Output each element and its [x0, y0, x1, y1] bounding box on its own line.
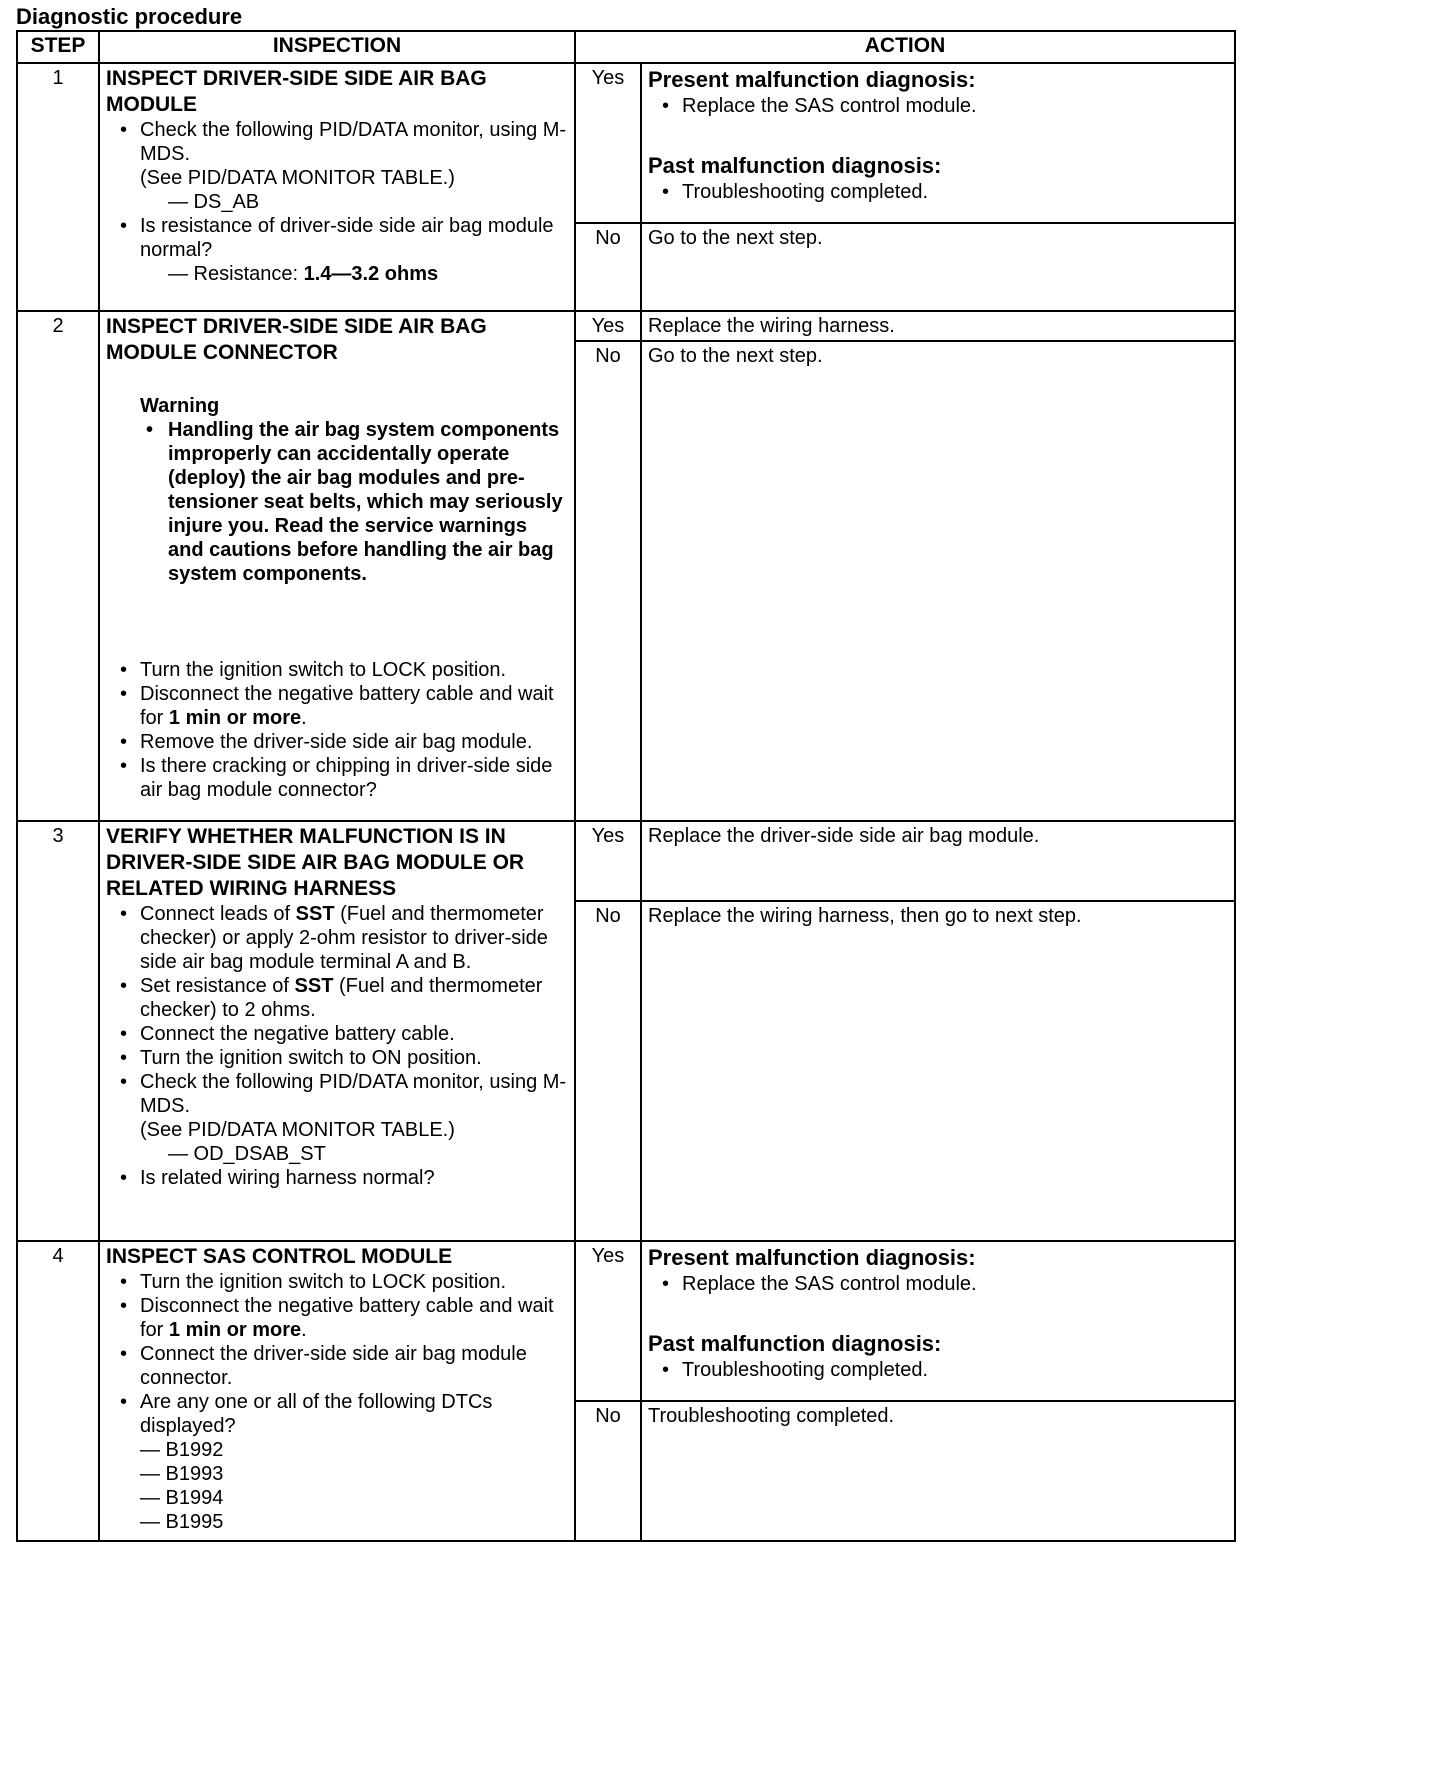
past-diagnosis-list	[648, 1358, 1228, 1382]
step-4-no-action: Troubleshooting completed.	[641, 1401, 1235, 1541]
warning-text: • Handling the air bag system components improperly can accidentally operate (deploy) the air bag modules and pre-tensioner seat belts, which may seriously injure you. Read the service warnings and cautions before handling the air bag system components.	[168, 418, 568, 586]
list-item-sub: (See PID/DATA MONITOR TABLE.)	[140, 167, 455, 189]
resistance-value: 1.4—3.2 ohms	[303, 263, 439, 285]
yes-label: Yes	[575, 311, 641, 341]
yes-label: Yes	[575, 821, 641, 901]
yes-label: Yes	[575, 1241, 641, 1401]
list-item: • Connect the driver-side side air bag module connector.	[140, 1342, 568, 1390]
step-number: 4	[17, 1241, 99, 1541]
step-4-row-yes	[17, 1241, 1235, 1401]
sst-label: SST	[294, 975, 334, 997]
step-3-no-action: Replace the wiring harness, then go to next step.	[641, 901, 1235, 1241]
list-item: • Turn the ignition switch to LOCK position.	[140, 658, 568, 682]
step-1-inspection	[99, 63, 575, 311]
list-item-sub	[140, 262, 568, 286]
list-item	[140, 902, 568, 974]
list-item-text: Disconnect the negative battery cable and wait for	[140, 1295, 554, 1341]
list-item: • Remove the driver-side side air bag module.	[140, 730, 568, 754]
spacer	[106, 586, 568, 658]
dtc-code: — B1994	[140, 1487, 224, 1509]
list-item	[140, 682, 568, 730]
list-item-text: .	[301, 1319, 307, 1341]
present-diagnosis-list	[648, 1272, 1228, 1296]
past-diagnosis-heading: Past malfunction diagnosis:	[648, 153, 942, 178]
warning-list	[106, 418, 568, 586]
list-item	[140, 974, 568, 1022]
step-4-inspection	[99, 1241, 575, 1541]
list-item-text: Disconnect the negative battery cable and wait for	[140, 683, 554, 729]
step-4-yes-action	[641, 1241, 1235, 1401]
list-item-text: Check the following PID/DATA monitor, using M-MDS.	[140, 119, 567, 165]
wait-time: 1 min or more	[168, 1319, 302, 1341]
warning-title: Warning	[140, 395, 220, 417]
list-item: • Is related wiring harness normal?	[140, 1166, 568, 1190]
header-inspection: INSPECTION	[99, 31, 575, 63]
step-2-inspection	[99, 311, 575, 821]
no-label: No	[575, 1401, 641, 1541]
no-label: No	[575, 341, 641, 821]
step-2-yes-action: Replace the wiring harness.	[641, 311, 1235, 341]
list-item-sub: (See PID/DATA MONITOR TABLE.)	[140, 1119, 455, 1141]
resistance-label: — Resistance:	[168, 263, 304, 285]
dtc-code: — B1992	[140, 1439, 224, 1461]
list-item-text: Is resistance of driver-side side air bag module normal?	[140, 215, 554, 261]
list-item	[140, 1294, 568, 1342]
inspection-list	[106, 902, 568, 1190]
list-item-text: Set resistance of	[140, 975, 295, 997]
present-diagnosis-list	[648, 94, 1228, 118]
present-diagnosis-heading: Present malfunction diagnosis:	[648, 1245, 976, 1270]
list-item	[140, 118, 568, 214]
step-heading: INSPECT DRIVER-SIDE SIDE AIR BAG MODULE	[106, 67, 487, 116]
present-diagnosis-heading: Present malfunction diagnosis:	[648, 67, 976, 92]
list-item-sub: — OD_DSAB_ST	[168, 1143, 326, 1165]
list-item: • Connect the negative battery cable.	[140, 1022, 568, 1046]
diagnostic-table	[16, 30, 1236, 1542]
yes-label: Yes	[575, 63, 641, 223]
list-item	[140, 1070, 568, 1166]
list-item: • Is there cracking or chipping in driver-side side air bag module connector?	[140, 754, 568, 802]
list-item-text: (Fuel and thermometer checker) or apply 2-ohm resistor to driver-side side air bag module terminal A and B.	[140, 903, 548, 973]
list-item: • Troubleshooting completed.	[682, 1358, 1228, 1382]
step-3-inspection	[99, 821, 575, 1241]
list-item: • Turn the ignition switch to ON position.	[140, 1046, 568, 1070]
list-item: • Replace the SAS control module.	[682, 1272, 1228, 1296]
step-3-yes-action: Replace the driver-side side air bag module.	[641, 821, 1235, 901]
no-label: No	[575, 223, 641, 311]
list-item-sub: — DS_AB	[168, 191, 260, 213]
step-heading: VERIFY WHETHER MALFUNCTION IS IN DRIVER-SIDE SIDE AIR BAG MODULE OR RELATED WIRING HARNESS	[106, 825, 525, 900]
list-item: • Turn the ignition switch to LOCK position.	[140, 1270, 568, 1294]
header-step: STEP	[17, 31, 99, 63]
list-item: • Troubleshooting completed.	[682, 180, 1228, 204]
list-item-text: Connect leads of	[140, 903, 296, 925]
list-item-text: Are any one or all of the following DTCs displayed?	[140, 1391, 493, 1437]
inspection-list	[106, 118, 568, 286]
step-1-yes-action	[641, 63, 1235, 223]
step-2-row-yes	[17, 311, 1235, 341]
inspection-list	[106, 1270, 568, 1534]
past-diagnosis-heading: Past malfunction diagnosis:	[648, 1331, 942, 1356]
step-number: 2	[17, 311, 99, 821]
step-1-no-action: Go to the next step.	[641, 223, 1235, 311]
list-item-text: .	[301, 707, 307, 729]
list-item	[140, 1390, 568, 1534]
spacer	[648, 118, 1228, 152]
step-number: 1	[17, 63, 99, 311]
dtc-code: — B1995	[140, 1511, 224, 1533]
step-number: 3	[17, 821, 99, 1241]
step-heading: INSPECT DRIVER-SIDE SIDE AIR BAG MODULE CONNECTOR	[106, 315, 487, 364]
step-3-row-yes	[17, 821, 1235, 901]
spacer	[648, 1296, 1228, 1330]
inspection-list	[106, 658, 568, 802]
sst-label: SST	[295, 903, 335, 925]
list-item	[140, 214, 568, 286]
step-1-row-yes	[17, 63, 1235, 223]
dtc-code: — B1993	[140, 1463, 224, 1485]
list-item: • Replace the SAS control module.	[682, 94, 1228, 118]
past-diagnosis-list	[648, 180, 1228, 204]
list-item-text: Check the following PID/DATA monitor, using M-MDS.	[140, 1071, 567, 1117]
wait-time: 1 min or more	[168, 707, 302, 729]
list-item-text: (Fuel and thermometer checker) to 2 ohms.	[140, 975, 543, 1021]
header-action: ACTION	[575, 31, 1235, 63]
page-title: Diagnostic procedure	[16, 4, 243, 29]
step-heading: INSPECT SAS CONTROL MODULE	[106, 1245, 453, 1268]
no-label: No	[575, 901, 641, 1241]
step-2-no-action: Go to the next step.	[641, 341, 1235, 821]
table-header-row	[17, 31, 1235, 63]
